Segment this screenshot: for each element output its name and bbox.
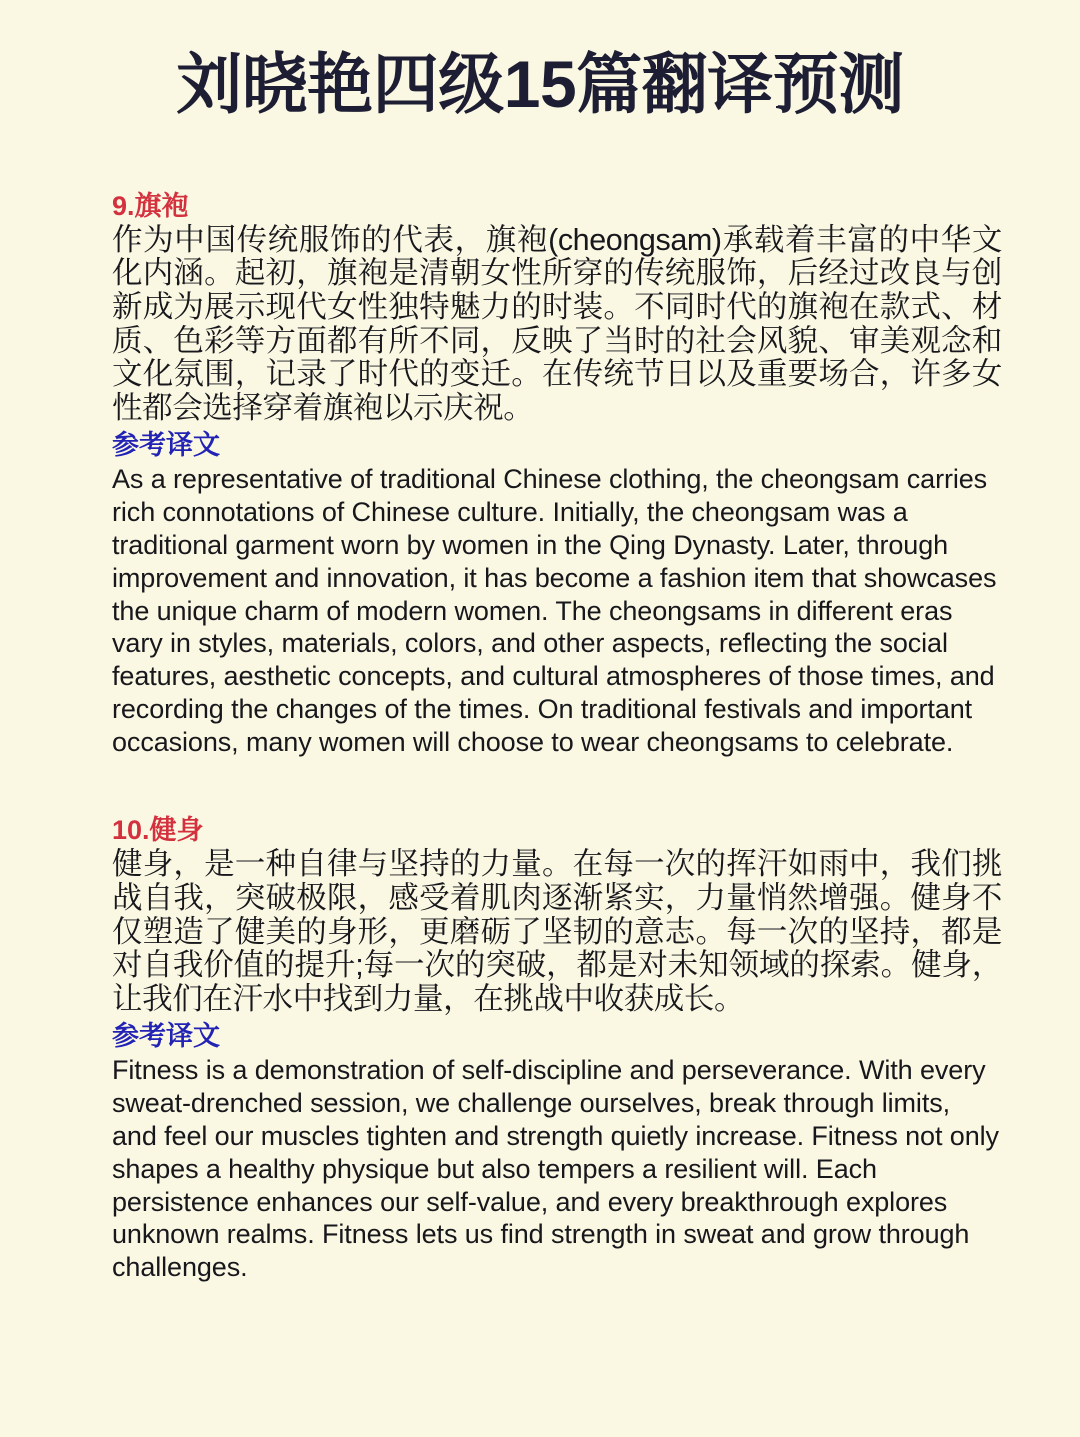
- section-heading-10: 10.健身: [112, 815, 204, 846]
- chinese-passage-10: 健身，是一种自律与坚持的力量。在每一次的挥汗如雨中，我们挑战自我，突破极限，感受着肌肉逐渐紧实，力量悄然增强。健身不仅塑造了健美的身形，更磨砺了坚韧的意志。每一次的坚持，都是对自我价值的提升;每一次的突破，都是对未知领域的探索。健身，让我们在汗水中找到力量，在挑战中收获成长。: [112, 847, 1002, 1016]
- document-body: [0, 124, 1080, 1284]
- english-translation-10: Fitness is a demonstration of self-discipline and perseverance. With every sweat-drenched session, we challenge ourselves, break through limits, and feel our muscles tighten and strength quietly increase. Fitness not only shapes a healthy physique but also tempers a resilient will. Each persistence enhances our self-value, and every breakthrough explores unknown realms. Fitness lets us find strength in sweat and grow through challenges.: [112, 1055, 999, 1283]
- reference-translation-label-10: 参考译文: [112, 1021, 220, 1052]
- section-heading-9: 9.旗袍: [112, 190, 189, 221]
- translation-section-9: [112, 124, 1002, 759]
- chinese-passage-9: 作为中国传统服饰的代表，旗袍(cheongsam)承载着丰富的中华文化内涵。起初，旗袍是清朝女性所穿的传统服饰，后经过改良与创新成为展示现代女性独特魅力的时装。不同时代的旗袍在款式、材质、色彩等方面都有所不同，反映了当时的社会风貌、审美观念和文化氛围，记录了时代的变迁。在传统节日以及重要场合，许多女性都会选择穿着旗袍以示庆祝。: [112, 222, 1002, 425]
- translation-section-10: [112, 814, 1002, 1283]
- page-title: 刘晓艳四级15篇翻译预测: [176, 47, 904, 121]
- english-translation-9: As a representative of traditional Chinese clothing, the cheongsam carries rich connotations of Chinese culture. Initially, the cheongsam was a traditional garment worn by women in the Qing Dynasty. Later, through improvement and innovation, it has become a fashion item that showcases the unique charm of modern women. The cheongsams in different eras vary in styles, materials, colors, and other aspects, reflecting the social features, aesthetic concepts, and cultural atmospheres of those times, and recording the changes of the times. On traditional festivals and important occasions, many women will choose to wear cheongsams to celebrate.: [112, 464, 997, 757]
- reference-translation-label-9: 参考译文: [112, 430, 220, 461]
